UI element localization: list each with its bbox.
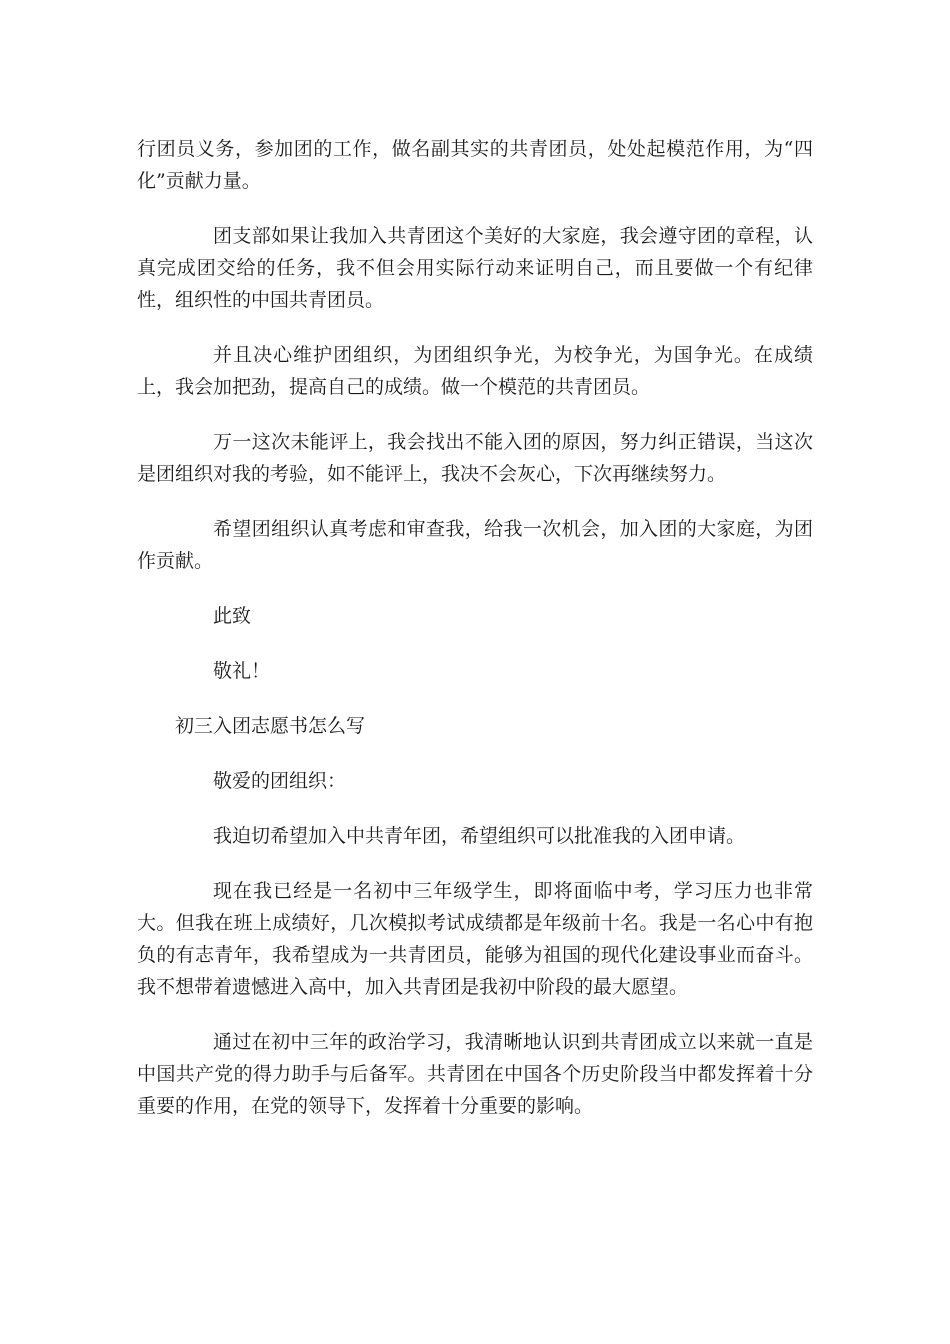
section-title: 初三入团志愿书怎么写 — [175, 715, 366, 737]
paragraph-continuation: 行团员义务，参加团的工作，做名副其实的共青团员，处处起模范作用，为“四化”贡献力量。 — [137, 138, 813, 192]
paragraph-political-study: 通过在初中三年的政治学习，我清晰地认识到共青团成立以来就一直是中国共产党的得力助手与后备军。共青团在中国各个历史阶段当中都发挥着十分重要的作用，在党的领导下，发挥着十分重要的影响。 — [137, 1031, 813, 1117]
paragraph-hope: 希望团组织认真考虑和审查我，给我一次机会，加入团的大家庭，为团作贡献。 — [137, 518, 813, 572]
letter-greeting: 敬爱的团组织： — [213, 770, 347, 792]
closing-regards: 敬礼！ — [213, 660, 271, 682]
paragraph-commitment: 团支部如果让我加入共青团这个美好的大家庭，我会遵守团的章程，认真完成团交给的任务，我不但会用实际行动来证明自己，而且要做一个有纪律性，组织性的中国共青团员。 — [137, 225, 813, 311]
paragraph-if-not-selected: 万一这次未能评上，我会找出不能入团的原因，努力纠正错误，当这次是团组织对我的考验，如不能评上，我决不会灰心，下次再继续努力。 — [137, 431, 813, 485]
paragraph-wish: 我迫切希望加入中共青年团，希望组织可以批准我的入团申请。 — [213, 825, 746, 847]
paragraph-resolve: 并且决心维护团组织，为团组织争光，为校争光，为国争光。在成绩上，我会加把劲，提高自己的成绩。做一个模范的共青团员。 — [137, 344, 813, 398]
paragraph-current-status: 现在我已经是一名初中三年级学生，即将面临中考，学习压力也非常大。但我在班上成绩好，几次模拟考试成绩都是年级前十名。我是一名心中有抱负的有志青年，我希望成为一共青团员，能够为祖国的现代化建设事业而奋斗。我不想带着遗憾进入高中，加入共青团是我初中阶段的最大愿望。 — [137, 880, 813, 998]
closing-salutation: 此致 — [213, 605, 252, 627]
document-body — [137, 133, 813, 1145]
